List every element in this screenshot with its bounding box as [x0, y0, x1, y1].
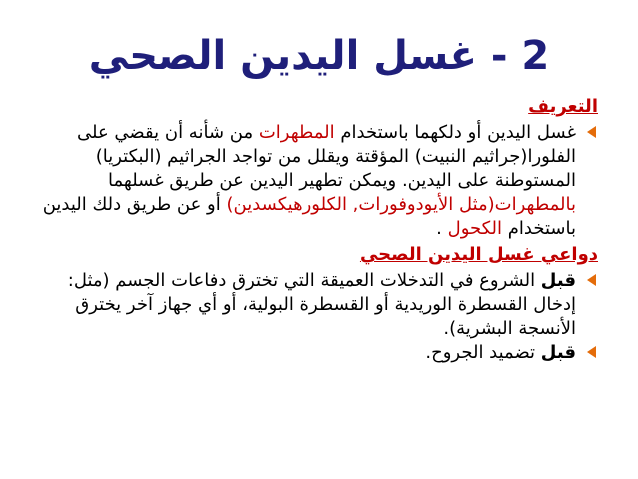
- slide-title: [0, 30, 638, 82]
- indications-heading: دواعي غسل اليدين الصحي: [359, 244, 598, 265]
- indication-item: [30, 269, 598, 341]
- definition-part-1: غسل اليدين أو دلكهما باستخدام: [334, 122, 576, 143]
- definition-heading: التعريف: [528, 96, 598, 117]
- title-dash: -: [490, 33, 508, 79]
- indication-bold-label: قبل: [540, 342, 576, 363]
- definition-term-disinfectants: المطهرات: [258, 122, 335, 143]
- bullet-arrow-icon: [587, 346, 596, 358]
- definition-part-3: من شأنه أن يقضي على الفلورا(جراثيم النبيت) المؤقتة ويقلل من تواجد الجراثيم (البكتريا) المستوطنة على اليدين. ويمكن تطهير اليدين عن طريق غسلهما: [76, 122, 576, 191]
- bullet-arrow-icon: [587, 274, 596, 286]
- indication-bold-label: قبل: [540, 270, 576, 291]
- indication-item: [30, 341, 598, 365]
- title-number: 2: [521, 33, 550, 79]
- indication-text: الشروع في التدخلات العميقة التي تخترق دفاعات الجسم (مثل: إدخال القسطرة الوريدية أو القسطرة البولية، أو أي جهاز آخر يخترق الأنسجة البشرية).: [67, 270, 576, 339]
- indication-text: تضميد الجروح.: [425, 342, 541, 363]
- definition-part-7: .: [436, 218, 448, 239]
- bullet-arrow-icon: [587, 126, 596, 138]
- title-text: غسل اليدين الصحي: [88, 33, 477, 79]
- definition-item: [30, 121, 598, 241]
- definition-part-5: أو عن طريق دلك اليدين باستخدام: [42, 194, 576, 239]
- definition-term-alcohol: الكحول: [447, 218, 503, 239]
- definition-term-examples: بالمطهرات(مثل الأيودوفورات, الكلورهيكسدين): [226, 194, 576, 215]
- slide-content: [30, 95, 598, 365]
